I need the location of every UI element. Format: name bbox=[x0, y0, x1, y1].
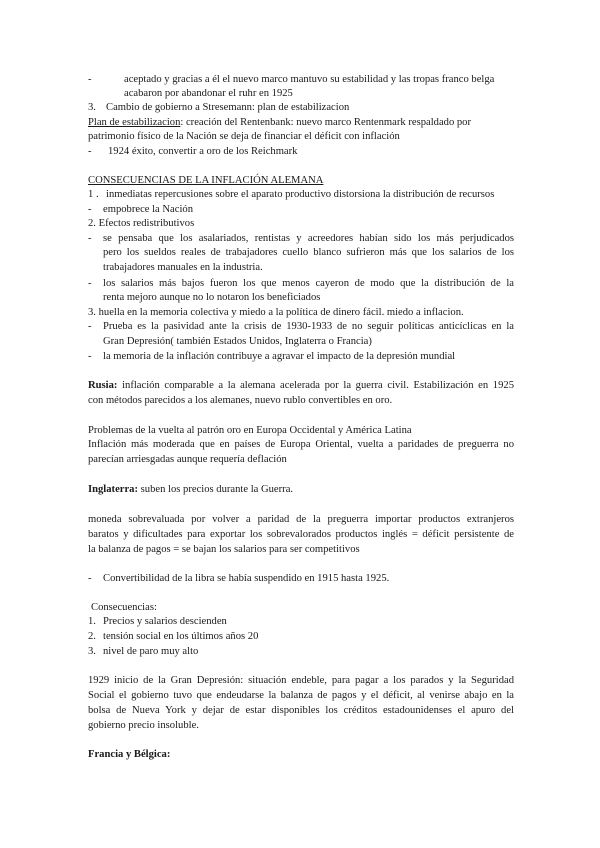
text-line: pero los sueldos reales de trabajadores cuello blanco sufrieron más que los salarios de los bbox=[103, 247, 514, 258]
text-line: Prueba es la pasividad ante la crisis de 1930-1933 de no seguir políticas anticíclicas en la bbox=[103, 321, 514, 332]
text-line: con métodos parecidos a los alemanes, nuevo rublo convertibles en oro. bbox=[88, 395, 393, 406]
text-line: la memoria de la inflación contribuye a agravar el impacto de la depresión mundial bbox=[103, 351, 456, 362]
list-number: 3. bbox=[88, 102, 96, 113]
text-fragment: : creación del Rentenbank: nuevo marco Rentenmark respaldado por bbox=[180, 117, 472, 128]
bullet-dash: - bbox=[88, 74, 92, 85]
text-line: 1929 inicio de la Gran Depresión: situación endeble, para pagar a los parados y la Seguridad bbox=[88, 675, 514, 686]
text-line: parecían arriesgadas aunque requería deflación bbox=[88, 454, 287, 465]
bullet-dash: - bbox=[88, 146, 92, 157]
list-number: 2. bbox=[88, 631, 96, 642]
text-line: moneda sobrevaluada por volver a paridad de la preguerra importar productos extranjeros bbox=[88, 514, 514, 525]
list-number: 3. bbox=[88, 646, 96, 657]
text-line: aceptado y gracias a él el nuevo marco mantuvo su estabilidad y las tropas franco belga bbox=[124, 74, 495, 85]
text-line: nivel de paro muy alto bbox=[103, 646, 199, 657]
text-fragment: inflación comparable a la alemana acelerada por la guerra civil. Estabilización en 1925 bbox=[117, 380, 514, 391]
text-line: la balanza de pagos = se bajan los salarios para ser competitivos bbox=[88, 544, 360, 555]
text-line: baratos y dificultades para exportar los sobrevalorados productos inglés = déficit persistente de bbox=[88, 529, 514, 540]
text-line: Consecuencias: bbox=[91, 602, 157, 613]
text-line: gobierno precio insoluble. bbox=[88, 720, 199, 731]
list-number: 1 . bbox=[88, 189, 99, 200]
text-line: Convertibilidad de la libra se había suspendido en 1915 hasta 1925. bbox=[103, 573, 390, 584]
text-line: Precios y salarios descienden bbox=[103, 616, 227, 627]
text-line: acabaron por abandonar el ruhr en 1925 bbox=[124, 88, 293, 99]
text-line: Cambio de gobierno a Stresemann: plan de estabilizacion bbox=[106, 102, 350, 113]
bullet-dash: - bbox=[88, 233, 92, 244]
section-heading: CONSECUENCIAS DE LA INFLACIÓN ALEMANA bbox=[88, 175, 324, 186]
bullet-dash: - bbox=[88, 278, 92, 289]
text-line: 3. huella en la memoria colectiva y miedo a la política de dinero fácil. miedo a inflacion. bbox=[88, 307, 464, 318]
text-line: se pensaba que los asalariados, rentistas y acreedores habían sido los más perjudicados bbox=[103, 233, 514, 244]
text-line: los salarios más bajos fueron los que menos cayeron de modo que la distribución de la bbox=[103, 278, 514, 289]
text-line: empobrece la Nación bbox=[103, 204, 194, 215]
underlined-term: Plan de estabilizacion bbox=[88, 117, 181, 128]
text-line: 2. Efectos redistributivos bbox=[88, 218, 195, 229]
text-line bbox=[88, 483, 293, 497]
section-heading: Francia y Bélgica: bbox=[88, 749, 171, 760]
text-line: renta mejoro aunque no lo notaron los beneficiados bbox=[103, 292, 321, 303]
bullet-dash: - bbox=[88, 351, 92, 362]
text-line bbox=[88, 116, 471, 130]
country-label: Rusia: bbox=[88, 380, 118, 391]
text-line: Social el gobierno tuvo que endeudarse la balanza de pagos y el déficit, al venirse abajo en la bbox=[88, 690, 514, 701]
text-line: tensión social en los últimos años 20 bbox=[103, 631, 259, 642]
text-line: bolsa de Nueva York y dejar de estar disponibles los créditos estadounidenses el apuro del bbox=[88, 705, 514, 716]
bullet-dash: - bbox=[88, 573, 92, 584]
text-line: 1924 éxito, convertir a oro de los Reichmark bbox=[108, 146, 298, 157]
text-line: patrimonio físico de la Nación se deja de financiar el déficit con inflación bbox=[88, 131, 400, 142]
bullet-dash: - bbox=[88, 204, 92, 215]
text-line bbox=[88, 379, 514, 393]
bullet-dash: - bbox=[88, 321, 92, 332]
text-line: Problemas de la vuelta al patrón oro en Europa Occidental y América Latina bbox=[88, 425, 412, 436]
text-line: Gran Depresión( también Estados Unidos, Inglaterra o Francia) bbox=[103, 336, 372, 347]
country-label: Inglaterra: bbox=[88, 484, 139, 495]
list-number: 1. bbox=[88, 616, 96, 627]
text-line: inmediatas repercusiones sobre el aparato productivo distorsiona la distribución de recursos bbox=[106, 189, 495, 200]
text-line: trabajadores manuales en la industria. bbox=[103, 262, 263, 273]
text-line: Inflación más moderada que en países de Europa Oriental, vuelta a paridades de preguerra no bbox=[88, 439, 514, 450]
text-fragment: suben los precios durante la Guerra. bbox=[138, 484, 294, 495]
